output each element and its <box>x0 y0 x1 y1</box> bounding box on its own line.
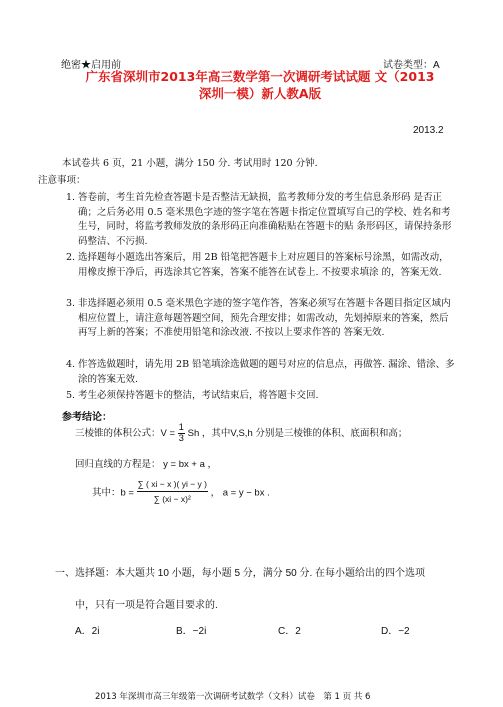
formula-a-suffix: ， a = y − bx . <box>210 487 270 499</box>
notes-heading: 注意事项： <box>38 175 86 186</box>
exam-intro: 本试卷共 6 页，21 小题，满分 150 分. 考试用时 120 分钟. <box>62 158 318 169</box>
formula-suffix: Sh ，其中V,S,h 分别是三棱锥的体积、底面积和高； <box>187 428 408 440</box>
note-number: 5. <box>66 390 76 401</box>
document-title-line2: 深圳一模）新人教A版 <box>198 86 322 101</box>
document-date: 2013.2 <box>413 125 444 136</box>
fraction-denominator: 3 <box>178 433 184 444</box>
fraction-regression <box>137 477 208 506</box>
option-c: C．2 <box>278 626 301 637</box>
note-item-1 <box>66 191 456 249</box>
fraction-denominator: ∑ (xi − x)² <box>153 494 191 504</box>
document-title-line1: 广东省深圳市2013年高三数学第一次调研考试试题 文（2013 <box>85 69 435 84</box>
note-number: 3. <box>66 298 76 309</box>
reference-heading: 参考结论： <box>62 412 112 423</box>
regression-line-text: 回归直线的方程是： y = bx + a ， <box>75 459 217 470</box>
note-text: 答卷前，考生首先检查答题卡是否整洁无缺损，监考教师分发的考生信息条形码 是否正确；之后务必用 0.5 毫米黑色字迹的签字笔在答题卡指定位置填写自己的学校、姓名和考生号，同时，将监考教师发放的条形码正向准确粘贴在答题卡的贴 条形码区，请保持条形码整洁、不污损. <box>78 192 452 247</box>
note-item-5 <box>66 389 456 404</box>
page-footer: 2013 年深圳市高三年级第一次调研考试数学（文科）试卷 第 1 页 共 6 <box>95 692 371 702</box>
note-number: 2. <box>66 252 76 263</box>
note-number: 4. <box>66 359 76 370</box>
section-heading-multiple-choice: 一、选择题：本大题共 10 小题，每小题 5 分，满分 50 分. 在每小题给出的四个选项 <box>55 568 426 579</box>
header-right: 试卷类型：A <box>383 60 440 71</box>
note-text: 作答选做题时，请先用 2B 铅笔填涂选做题的题号对应的信息点，再做答. 漏涂、错涂、多涂的答案无效. <box>78 359 455 385</box>
note-item-3 <box>66 297 456 341</box>
formula-pyramid-volume <box>75 423 407 444</box>
note-item-4 <box>66 358 456 387</box>
formula-prefix: 三棱锥的体积公式：V = <box>75 428 176 440</box>
formula-regression-b <box>92 477 270 506</box>
note-text: 选择题每小题选出答案后，用 2B 铅笔把答题卡上对应题目的答案标号涂黑，如需改动，用橡皮擦干净后，再选涂其它答案，答案不能答在试卷上. 不按要求填涂 的，答案无效. <box>78 252 449 278</box>
option-b: B．−2i <box>176 626 207 637</box>
section-instruction: 中，只有一项是符合题目要求的. <box>75 600 218 611</box>
fraction-numerator: 1 <box>178 422 184 433</box>
header-left: 绝密★启用前 <box>61 60 121 71</box>
fraction-one-third <box>178 423 185 444</box>
fraction-numerator: ∑ ( xi − x )( yi − y ) <box>137 477 208 492</box>
note-text: 考生必须保持答题卡的整洁，考试结束后，将答题卡交回. <box>78 390 319 401</box>
note-text: 非选择题必须用 0.5 毫米黑色字迹的签字笔作答，答案必须写在答题卡各题目指定区域内相应位置上，请注意每题答题空间，预先合理安排；如需改动，先划掉原来的答案，然后再写上新的答案；不准使用铅笔和涂改液. 不按以上要求作答的 答案无效. <box>78 298 451 338</box>
note-number: 1. <box>66 192 76 203</box>
option-d: D．−2 <box>381 626 410 637</box>
note-item-2 <box>66 251 456 280</box>
formula-b-prefix: 其中：b = <box>92 487 134 499</box>
option-a: A．2i <box>75 626 100 637</box>
